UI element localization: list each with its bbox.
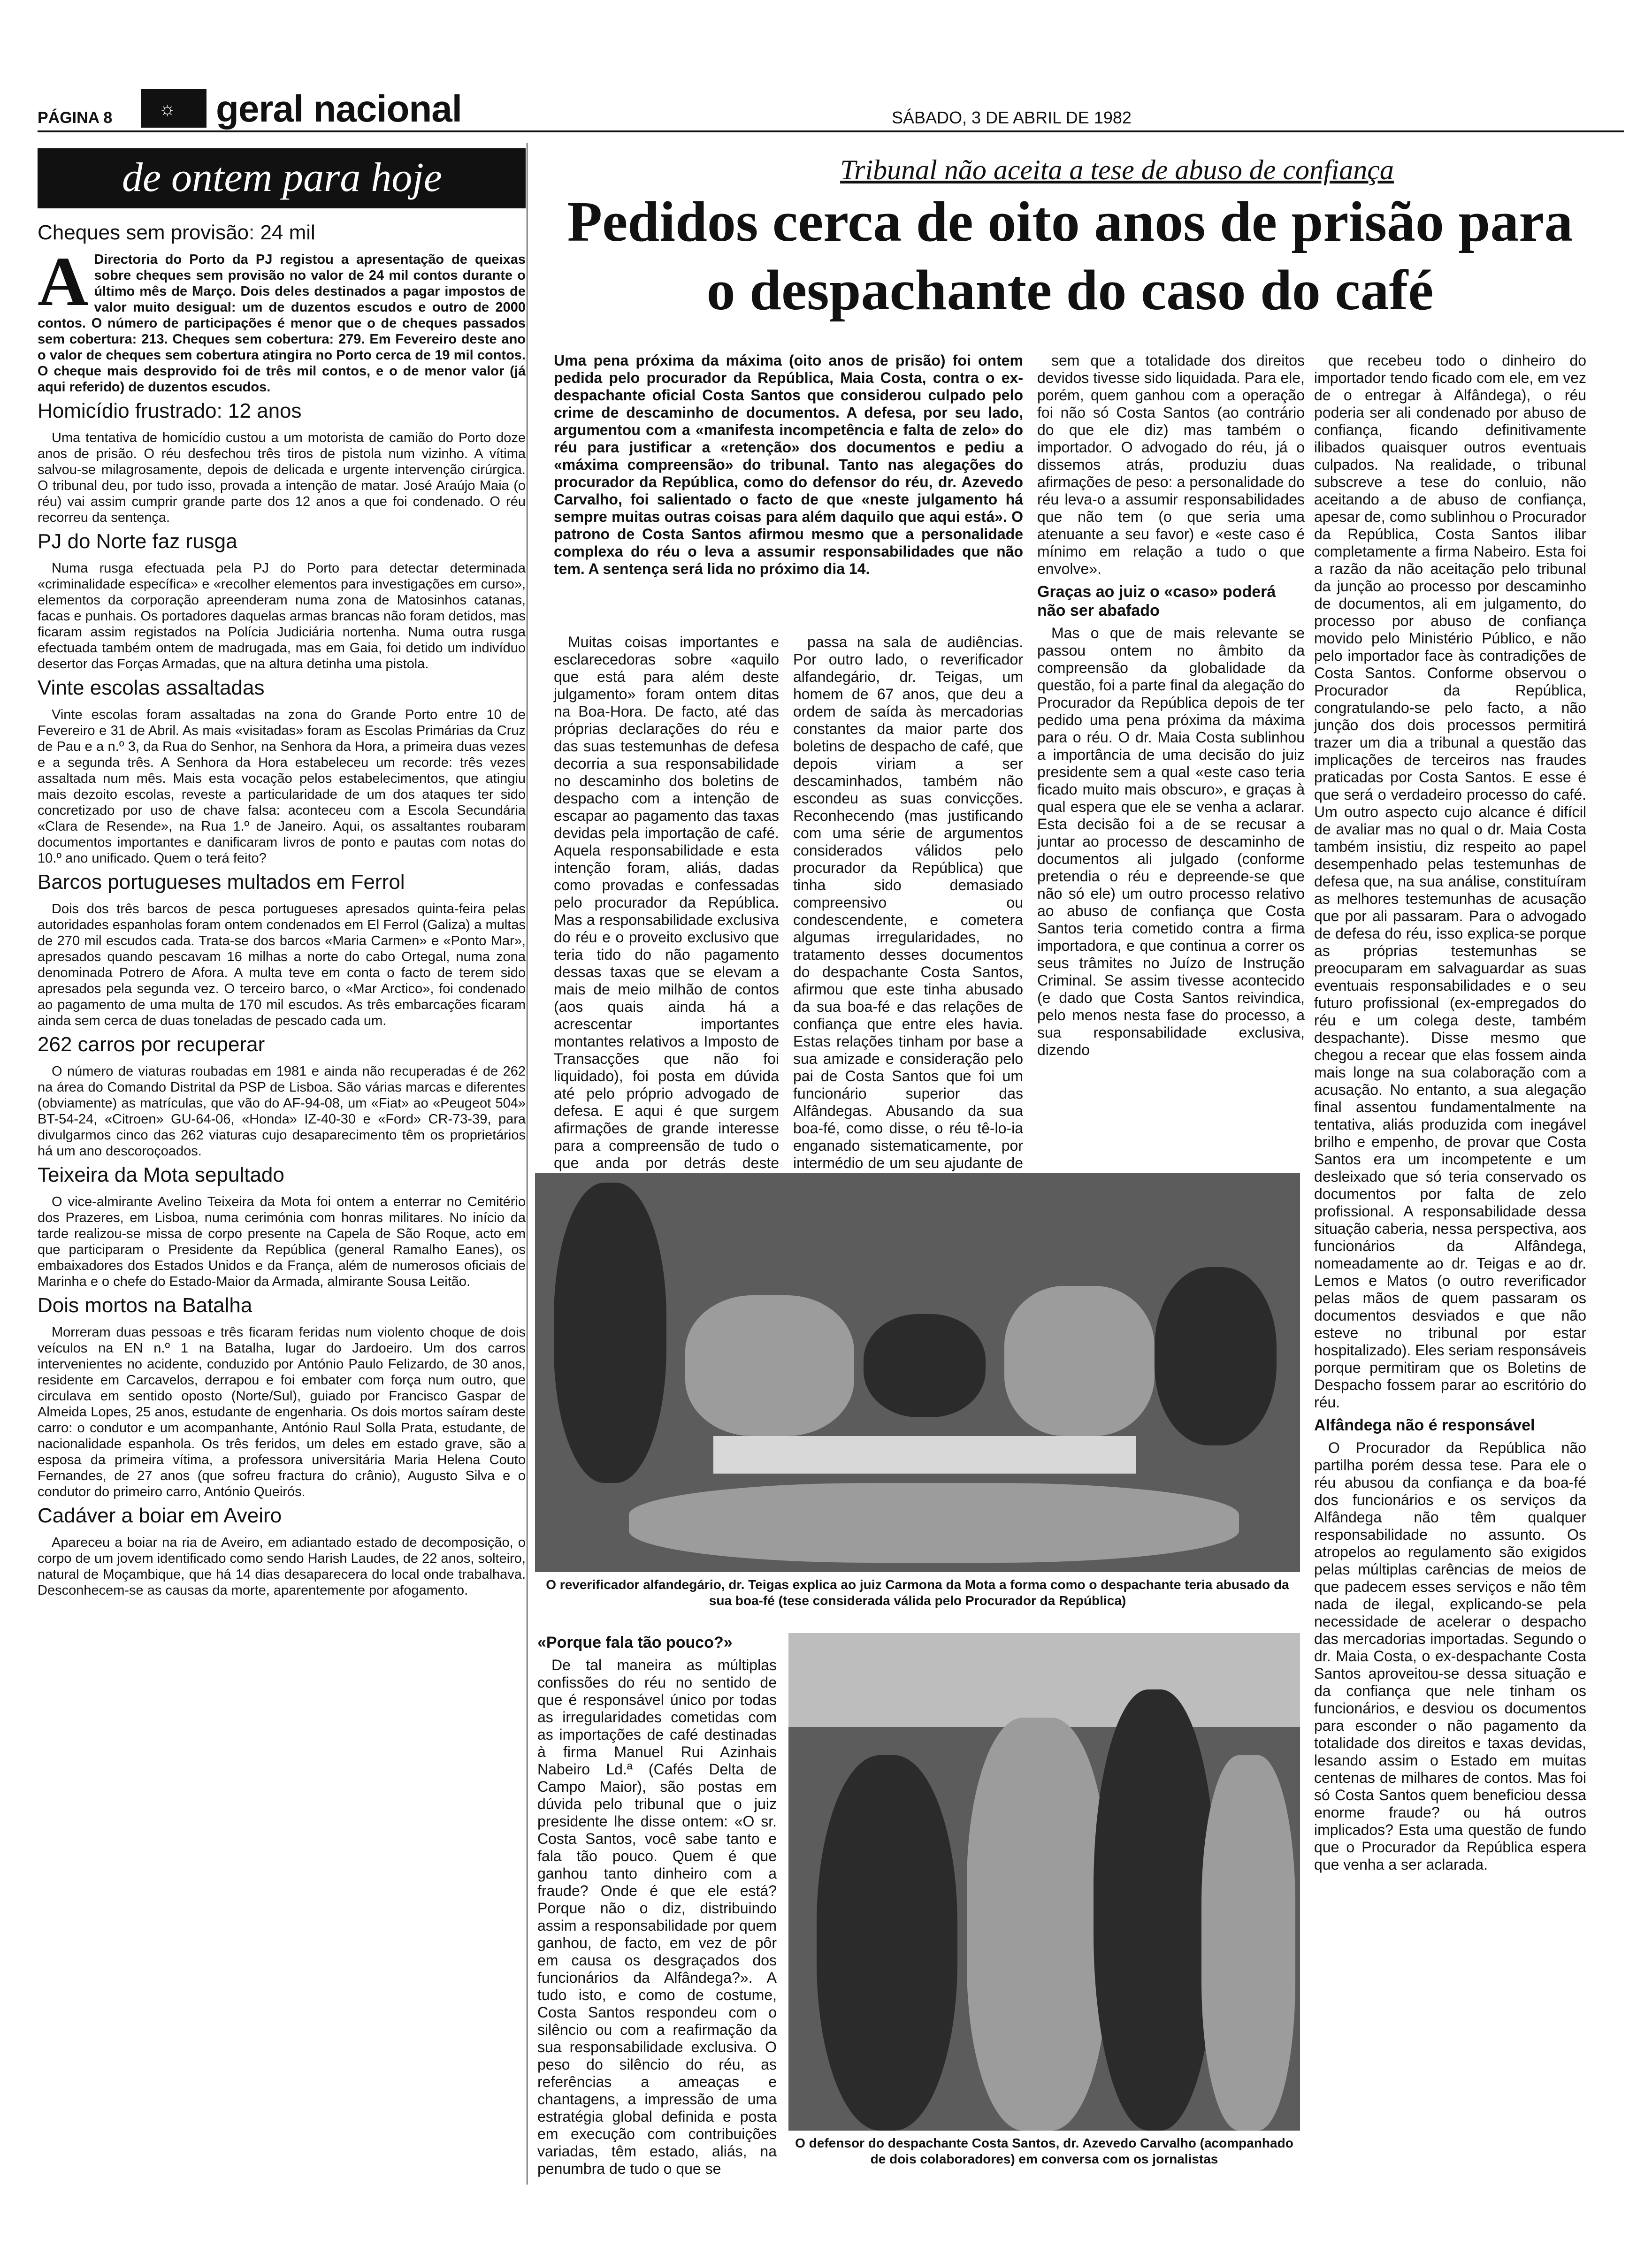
brief-item (38, 676, 526, 866)
article-text: passa na sala de audiências. Por outro lado, o reverificador alfandegário, dr. Teigas, um homem de 67 anos, que deu a ordem de saída às mercadorias constantes da maior parte dos boletins de despacho de café, que depois viriam a ser descaminhados, também não escondeu as suas convicções. Reconhecendo (mas justificando com uma série de argumentos considerados válidos pelo procurador da República) que tinha sido demasiado compreensivo ou condescendente, e cometera algumas irregularidades, no tratamento desses documentos do despachante Costa Santos, afirmou que este tinha abusado da sua boa-fé e das relações de confiança que entre eles havia. Estas relações tinham por base a sua amizade e consideração pelo pai de Costa Santos que foi um funcionário superior das Alfândegas. Abusando da sua boa-fé, como disse, o réu tê-lo-ia enganado sistematicamente, por intermédio de um seu ajudante de (793, 634, 1023, 1171)
brief-text: Apareceu a boiar na ria de Aveiro, em adiantado estado de decomposição, o corpo de um jovem identificado como sendo Harish Laudes, de 22 anos, solteiro, natural de Moçambique, que há 14 dias desaparecera do local onde trabalhava. Desconhecem-se as causas da morte, aparentemente por afogamento. (38, 1535, 526, 1598)
brief-item (38, 1504, 526, 1598)
article-subhead: Graças ao juiz o «caso» poderá não ser abafado (1037, 583, 1276, 619)
brief-text: O vice-almirante Avelino Teixeira da Mota foi ontem a enterrar no Cemitério dos Prazeres, em Lisboa, numa cerimónia com honras militares. No início da tarde realizou-se missa de corpo presente na Capela de São Roque, acto em que participaram o Presidente da República (general Ramalho Eanes), os embaixadores dos Estados Unidos e da França, além de numerosos oficiais de Marinha e o chefe do Estado-Maior da Armada, almirante Sousa Leitão. (38, 1194, 526, 1289)
article-lead: Uma pena próxima da máxima (oito anos de prisão) foi ontem pedida pelo procurador da República, Maia Costa, contra o ex-despachante oficial Costa Santos que considerou culpado pelo crime de descaminho de documentos. A defesa, por seu lado, argumentou com a «manifesta incompetência e falta de zelo» do réu para justificar a «retenção» dos documentos e pediu a «máxima compreensão» do tribunal. Tanto nas alegações do procurador da República, como do defensor do réu, dr. Azevedo Carvalho, foi salientado o facto de que «neste julgamento há sempre muitas outras coisas para além daquilo que aqui está». O patrono de Costa Santos afirmou mesmo que a personalidade complexa do réu o leva a assumir responsabilidades que não tem. A sentença será lida no próximo dia 14. (554, 352, 1023, 577)
brief-text: Morreram duas pessoas e três ficaram feridas num violento choque de dois veículos na EN n.º 1 na Batalha, lugar do Jardoeiro. Um dos carros intervenientes no acidente, conduzido por António Paulo Felizardo, de 30 anos, residente em Carcavelos, derrapou e foi embater com força num outro, que circulava em sentido oposto (Norte/Sul), guiado por Francisco Gaspar de Almeida Lopes, 25 anos, estudante de engenharia. Os dois mortos saíram deste carro: o condutor e um acompanhante, António Raul Solla Prata, estudante, de nacionalidade espanhola. Os três feridos, um deles em estado grave, são a esposa da primeira vítima, a professora universitária Maria Helena Couto Fernandes, de 27 anos (que sofreu fractura do crânio), Augusto Silva e o condutor do primeiro carro, António Queirós. (38, 1325, 526, 1499)
column-banner-title: de ontem para hoje (122, 155, 442, 200)
brief-title: Vinte escolas assaltadas (38, 676, 265, 699)
brief-text: Numa rusga efectuada pela PJ do Porto para detectar determinada «criminalidade específica» e «recolher elementos para investigações em curso», elementos da corporação apreenderam numa zona de Matosinhos catanas, facas e punhais. Os portadores daquelas armas brancas não foram detidos, mas ficaram assim registados na Polícia Judiciária nortenha. Numa outra rusga efectuada também ontem de madrugada, mas em Gaia, foi detido um indivíduo desertor das Forças Armadas, que na altura detinha uma pistola. (38, 561, 526, 672)
brief-item (38, 1293, 526, 1500)
brief-title: Dois mortos na Batalha (38, 1294, 252, 1317)
article-text: O Procurador da República não partilha porém dessa tese. Para ele o réu abusou da confiança e da boa-fé dos funcionários e os serviços da Alfândega não têm qualquer responsabilidade no assunto. Os atropelos ao regulamento são exigidos pelas múltiplas carências de meios de que padecem esses serviços e não têm nada de ilegal, explicando-se pela necessidade de acelerar o despacho das mercadorias importadas. Segundo o dr. Maia Costa, o ex-despachante Costa Santos aproveitou-se dessa situação e da confiança que nele tinham os funcionários, e desviou os documentos para esconder o não pagamento da totalidade dos direitos e taxas devidas, lesando assim o Estado em muitas centenas de milhares de contos. Mas foi só Costa Santos quem beneficiou dessa enorme fraude? ou há outros implicados? Esta uma questão de fundo que o Procurador da República espera que venha a ser aclarada. (1314, 1439, 1586, 1873)
brief-title: PJ do Norte faz rusga (38, 530, 237, 553)
brief-title: Teixeira da Mota sepultado (38, 1163, 284, 1186)
brief-title: Homicídio frustrado: 12 anos (38, 399, 302, 422)
brief-text: O número de viaturas roubadas em 1981 e ainda não recuperadas é de 262 na área do Comando Distrital da PSP de Lisboa. São várias marcas e diferentes (obviamente) as matrículas, que vão do AF-94-08, um «Fiat» ao «Peugeot 504» BT-54-24, «Citroen» GU-64-06, «Honda» IZ-40-30 e «Ford» CR-73-39, para divulgarmos cinco das 262 viaturas cujo desaparecimento têm os proprietários há um ano descoroçoados. (38, 1064, 526, 1159)
brief-title: Cadáver a boiar em Aveiro (38, 1504, 282, 1527)
brief-item (38, 1163, 526, 1290)
article-text: Muitas coisas importantes e esclarecedoras sobre «aquilo que está para além deste julgamento» foram ontem ditas na Boa-Hora. De facto, até das próprias declarações do réu e das suas testemunhas de defesa decorria a sua responsabilidade no descaminho dos boletins de despacho com a intenção de escapar ao pagamento das taxas devidas pela importação de café. Aquela responsabilidade e esta intenção foram, aliás, dadas como provadas e confessadas pelo procurador da República. Mas a responsabilidade exclusiva do réu e o proveito exclusivo que teria tido do não pagamento dessas taxas que se elevam a mais de meio milhão de contos (aos quais ainda há a acrescentar importantes montantes relativos a Imposto de Transacções que não foi liquidado), foi posta em dúvida até pelo próprio advogado de defesa. E aqui é que surgem afirmações de grande interesse para a compreensão de tudo o que anda por detrás deste (554, 634, 779, 1171)
brief-item (38, 870, 526, 1029)
brief-text: Dois dos três barcos de pesca portugueses apresados quinta-feira pelas autoridades espanholas foram ontem condenados em El Ferrol (Galiza) a multas de 270 mil escudos cada. Trata-se dos barcos «Maria Carmen» e «Ponto Mar», apresados quando pescavam 16 milhas a norte do cabo Ortegal, numa zona denominada Potrero de Afora. A multa teve em conta o facto de terem sido apresados pela segunda vez. O terceiro barco, o «Mar Arctico», foi condenado ao pagamento de uma multa de 170 mil escudos. As três embarcações ficaram ainda sem cerca de duas toneladas de pescado cada um. (38, 902, 526, 1028)
header-rule (38, 130, 1624, 132)
article-kicker: Tribunal não aceita a tese de abuso de confiança (840, 154, 1394, 185)
drop-cap: A (38, 243, 89, 321)
article-subhead: Alfândega não é responsável (1314, 1416, 1535, 1434)
article-column-b (793, 634, 1023, 1210)
brief-text: A Directoria do Porto da PJ registou a apresentação de queixas sobre cheques sem provisão no valor de 24 mil contos durante o último mês de Março. Dois deles destinados a pagar impostos de valor muito desigual: um de duzentos escudos e outro de 2000 contos. O número de participações é menor que o de cheques passados sem cobertura: 213. Cheques sem cobertura: 279. Em Fevereiro deste ano o valor de cheques sem cobertura atingira no Porto cerca de 19 mil contos. O cheque mais desprovido foi de três mil contos, e o de menor valor (já aqui referido) de duzentos escudos. (38, 243, 526, 395)
photo-caption: O reverificador alfandegário, dr. Teigas explica ao juiz Carmona da Mota a forma como o despachante teria abusado da sua boa-fé (tese considerada válida pelo Procurador da República) (546, 1577, 1289, 1608)
article-column-c (1037, 352, 1305, 1062)
brief-item (38, 1032, 526, 1159)
section-logo-icon: ☼ (141, 89, 206, 128)
sidebar-box (537, 1628, 777, 2181)
article-headline: Pedidos cerca de oito anos de prisão para o despachante do caso do café (567, 190, 1573, 322)
news-briefs-column (38, 221, 526, 2262)
brief-title: Cheques sem provisão: 24 mil (38, 221, 315, 244)
brief-title: Barcos portugueses multados em Ferrol (38, 871, 405, 894)
brief-item (38, 529, 526, 672)
brief-title: 262 carros por recuperar (38, 1033, 265, 1056)
column-divider (527, 143, 528, 2185)
article-column-d (1314, 352, 1586, 1877)
article-text: que recebeu todo o dinheiro do importador tendo ficado com ele, em vez de o entregar à Alfândega), o réu poderia ser ali condenado por abuso de confiança, ficando definitivamente ilibados quaisquer outros eventuais culpados. Na realidade, o tribunal subscreve a tese do conluio, não aceitando a de abuso de confiança, apesar de, como sublinhou o Procurador da República, Costa Santos ilibar completamente a firma Nabeiro. Esta foi a razão da não aceitação pelo tribunal da junção ao processo por descaminho de documentos, ali em julgamento, do processo por abuso de confiança movido pelo Ministério Público, e não pelo importador face às contradições de Costa Santos. Conforme observou o Procurador da República, congratulando-se pelo facto, a não junção dos dois processos permitirá trazer um dia a tribunal a questão das implicações de terceiros nas fraudes praticadas por Costa Santos. E esse é que será o verdadeiro processo do café. Um outro aspecto cujo alcance é difícil de avaliar mas no qual o dr. Maia Costa também insistiu, diz respeito ao papel desempenhado pelas testemunhas de defesa que, na sua análise, constituíram as melhores testemunhas de acusação que por ali passaram. Para o advogado de defesa do réu, isso explica-se porque as próprias testemunhas se preocuparam em salvaguardar as suas eventuais responsabilidades e o seu futuro profissional (ex-empregados do réu e um colega deste, também despachante). Disse mesmo que chegou a recear que elas fossem ainda mais longe na sua colaboração com a acusação. No entanto, a sua alegação final assentou fundamentalmente na tentativa, aliás produzida com inegável brilho e empenho, de provar que Costa Santos era um incompetente e um desleixado que só teria conservado os documentos por falta de zelo profissional. A responsabilidade dessa situação caberia, nessa perspectiva, aos funcionários da Alfândega, nomeadamente ao dr. Teigas e ao dr. Lemos e Matos (o outro reverificador pelas mãos de quem passaram os documentos desviados e que não esteve no tribunal por estar hospitalizado). Eles seriam responsáveis porque permitiram que os Boletins de Despacho fossem parar ao escritório do réu. (1314, 352, 1586, 1411)
brief-text: Uma tentativa de homicídio custou a um motorista de camião do Porto doze anos de prisão. O réu desfechou três tiros de pistola num vizinho. A vítima salvou-se milagrosamente, depois de delicada e urgente intervenção cirúrgica. O tribunal deu, por tudo isso, provada a intenção de matar. José Araújo Maia (o réu) vai assim cumprir grande parte dos 12 anos a que foi condenado. O réu recorreu da sentença. (38, 430, 526, 525)
lawyer-photo (788, 1633, 1300, 2131)
section-title: geral nacional (216, 88, 462, 130)
courtroom-photo (535, 1173, 1300, 1572)
photo-caption: O defensor do despachante Costa Santos, dr. Azevedo Carvalho (acompanhado de dois colaboradores) em conversa com os jornalistas (795, 2136, 1293, 2166)
box-title: «Porque fala tão pouco?» (537, 1634, 733, 1651)
brief-item (38, 221, 526, 395)
brief-text: Vinte escolas foram assaltadas na zona do Grande Porto entre 10 de Fevereiro e 31 de Abril. As mais «visitadas» foram as Escolas Primárias da Cruz de Pau e a n.º 3, da Rua do Senhor, na Senhora da Hora, a primeira duas vezes e a segunda três. A Senhora da Hora estabeleceu um recorde: três vezes assaltada num mês. Mais esta vocação pelos estabelecimentos, que atingiu mais dezoito escolas, reveste a particularidade de um dos ataques ter sido concretizado por uso de chave falsa: aconteceu com a Escola Secundária «Clara de Resende», na Rua 1.º de Janeiro. Aqui, os assaltantes roubaram documentos importantes e danificaram livros de ponto e pautas com notas do 10.º ano unificado. Quem o terá feito? (38, 707, 526, 866)
box-text: De tal maneira as múltiplas confissões do réu no sentido de que é responsável único por todas as irregularidades cometidas com as importações de café destinadas à firma Manuel Rui Azinhais Nabeiro Ld.ª (Cafés Delta de Campo Maior), são postas em dúvida pelo tribunal que o juiz presidente lhe disse ontem: «O sr. Costa Santos, você sabe tanto e fala tão pouco. Quem é que ganhou tanto dinheiro com a fraude? Onde é que ele está? Porque não o diz, distribuindo assim a responsabilidade por quem ganhou, de facto, em vez de pôr em causa os desgraçados dos funcionários da Alfândega?». A tudo isto, e como de costume, Costa Santos respondeu com o silêncio ou com a reafirmação da sua responsabilidade exclusiva. O peso do silêncio do réu, as referências a ameaças e chantagens, a impressão de uma estratégia global definida e posta em execução com contribuições variadas, têm estado, aliás, na penumbra de tudo o que se (537, 1657, 777, 2177)
article-text: Mas o que de mais relevante se passou ontem no âmbito da compreensão da globalidade da questão, foi a parte final da alegação do Procurador da República depois de ter pedido uma pena próxima da máxima para o réu. O dr. Maia Costa sublinhou a importância de uma decisão do juiz presidente sem a qual «este caso teria ficado muito mais obscuro», e graças à qual espera que ele se venha a aclarar. Esta decisão foi a de se recusar a juntar ao processo de descaminho de documentos ali julgado (conforme pretendia o réu e depreende-se que não só ele) um outro processo relativo ao abuso de confiança que Costa Santos teria cometido contra a firma importadora, e que continua a correr os seus trâmites no Juízo de Instrução Criminal. Se assim tivesse acontecido (e dado que Costa Santos reivindica, pelo menos nesta fase do processo, a sua responsabilidade exclusiva, dizendo (1037, 625, 1305, 1058)
page-number: PÁGINA 8 (38, 109, 113, 127)
issue-date: SÁBADO, 3 DE ABRIL DE 1982 (892, 108, 1132, 127)
article-text: sem que a totalidade dos direitos devidos tivesse sido liquidada. Para ele, porém, quem ganhou com a operação foi não só Costa Santos (ao contrário do que ele diz) mas também o importador. O advogado do réu, já o dissemos atrás, produziu duas afirmações de peso: a personalidade do réu leva-o a assumir responsabilidades que não tem (o que seria uma atenuante a seu favor) e «este caso é mínimo em relação a tudo o que envolve». (1037, 352, 1305, 577)
article-column-a (554, 634, 779, 1193)
column-banner (38, 148, 526, 208)
brief-item (38, 399, 526, 526)
